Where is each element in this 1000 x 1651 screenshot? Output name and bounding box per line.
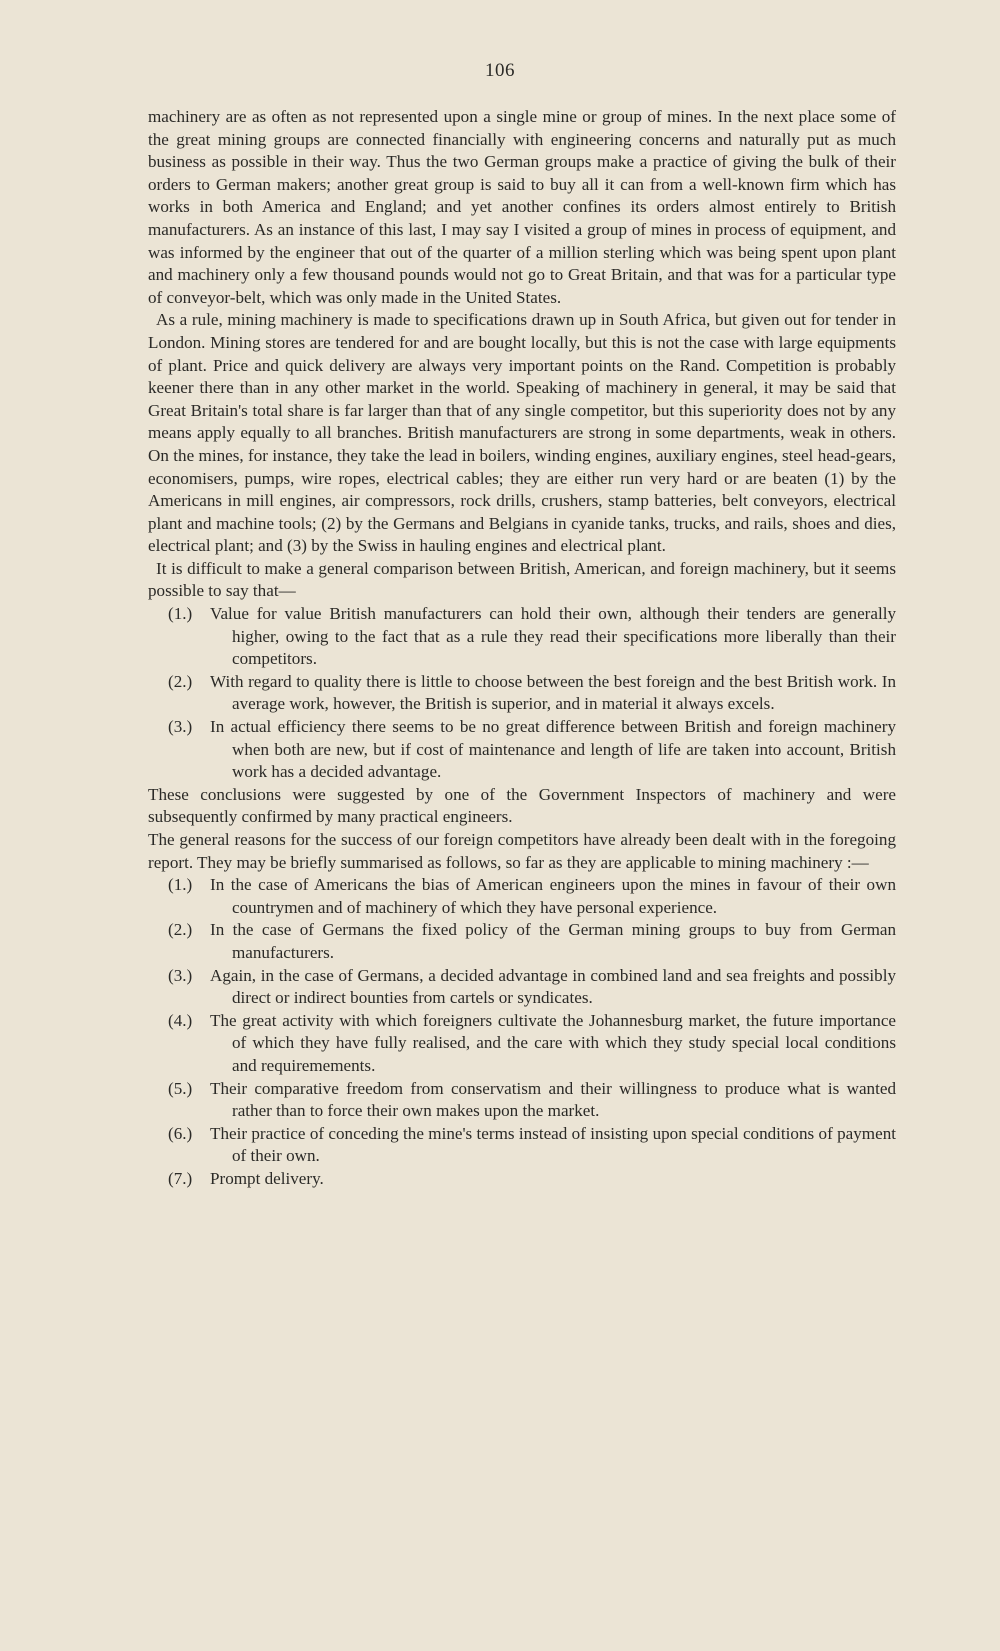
list-number: (1.) bbox=[168, 604, 193, 624]
list-item bbox=[148, 965, 896, 1010]
list-number: (5.) bbox=[168, 1078, 193, 1098]
list-text: In the case of Germans the fixed policy of the German mining groups to buy from German manufacturers. bbox=[210, 920, 896, 962]
list-text: Value for value British manufacturers can hold their own, although their tenders are generally higher, owing to the fact that as a rule they read their specifications more liberally than their competitors. bbox=[210, 604, 896, 669]
comparison-list bbox=[148, 603, 896, 784]
reasons-list bbox=[148, 874, 896, 1190]
list-text: With regard to quality there is little to choose between the best foreign and the best British work. In average work, however, the British is superior, and in material it always excels. bbox=[210, 671, 896, 714]
paragraph: These conclusions were suggested by one of the Government Inspectors of machinery and were subsequently confirmed by many practical engineers. bbox=[148, 784, 896, 827]
list-number: (4.) bbox=[168, 1010, 193, 1030]
paragraph: The general reasons for the success of our foreign competitors have already been dealt with in the foregoing report. They may be briefly summarised as follows, so far as they are applicable to mining machinery :— bbox=[148, 830, 896, 872]
list-number: (6.) bbox=[168, 1123, 193, 1143]
list-text: Again, in the case of Germans, a decided advantage in combined land and sea freights and possibly direct or indirect bounties from cartels or syndicates. bbox=[210, 965, 896, 1008]
list-text: The great activity with which foreigners cultivate the Johannesburg market, the future importance of which they have fully realised, and the care with which they study special local conditions and requiremements. bbox=[210, 1010, 896, 1075]
list-number: (2.) bbox=[168, 920, 193, 940]
page-number: 106 bbox=[485, 60, 515, 81]
list-text: Their comparative freedom from conservatism and their willingness to produce what is wanted rather than to force their own makes upon the market. bbox=[210, 1078, 896, 1121]
list-item bbox=[148, 919, 896, 964]
list-number: (1.) bbox=[168, 875, 193, 895]
list-text: In actual efficiency there seems to be no great difference between British and foreign machinery when both are new, but if cost of maintenance and length of life are taken into account, British work has a decided advantage. bbox=[210, 717, 896, 782]
list-item bbox=[148, 1168, 896, 1191]
list-item bbox=[148, 1123, 896, 1168]
paragraph: As a rule, mining machinery is made to specifications drawn up in South Africa, but given out for tender in London. Mining stores are tendered for and are bought locally, but this is not the case with large equipments of plant. Price and quick delivery are always very important points on the Rand. Competition is probably keener there than in any other market in the world. Speaking of machinery in general, it may be said that Great Britain's total share is far larger than that of any single competitor, but this superiority does not by any means apply equally to all branches. British manufacturers are strong in some departments, weak in others. On the mines, for instance, they take the lead in boilers, winding engines, auxiliary engines, steel head-gears, economisers, pumps, wire ropes, electrical cables; they are either run very hard or are beaten (1) by the Americans in mill engines, air compressors, rock drills, crushers, stamp batteries, belt conveyors, electrical plant and machine tools; (2) by the Germans and Belgians in cyanide tanks, trucks, and rails, shoes and dies, electrical plant; and (3) by the Swiss in hauling engines and electrical plant. bbox=[148, 310, 896, 556]
list-item bbox=[148, 874, 896, 919]
list-item bbox=[148, 1010, 896, 1078]
list-number: (3.) bbox=[168, 717, 193, 737]
list-item bbox=[148, 1078, 896, 1123]
list-number: (2.) bbox=[168, 671, 193, 691]
paragraph: It is difficult to make a general comparison between British, American, and foreign machinery, but it seems possible to say that— bbox=[148, 558, 896, 601]
document-body bbox=[148, 106, 896, 1191]
list-number: (3.) bbox=[168, 965, 193, 985]
list-item bbox=[148, 671, 896, 716]
list-text: Prompt delivery. bbox=[210, 1168, 324, 1188]
list-item bbox=[148, 716, 896, 784]
list-text: In the case of Americans the bias of American engineers upon the mines in favour of their own countrymen and of machinery of which they have personal experience. bbox=[210, 875, 896, 917]
list-text: Their practice of conceding the mine's terms instead of insisting upon special conditions of payment of their own. bbox=[210, 1123, 896, 1166]
list-item bbox=[148, 603, 896, 671]
paragraph: machinery are as often as not represented upon a single mine or group of mines. In the next place some of the great mining groups are connected financially with engineering concerns and naturally put as much business as possible in their way. Thus the two German groups make a practice of giving the bulk of their orders to German makers; another great group is said to buy all it can from a well-known firm which has works in both America and England; and yet another confines its orders almost entirely to British manufacturers. As an instance of this last, I may say I visited a group of mines in process of equipment, and was informed by the engineer that out of the quarter of a million sterling which was being spent upon plant and machinery only a few thousand pounds would not go to Great Britain, and that was for a particular type of conveyor-belt, which was only made in the United States. bbox=[148, 107, 896, 307]
list-number: (7.) bbox=[168, 1168, 193, 1188]
